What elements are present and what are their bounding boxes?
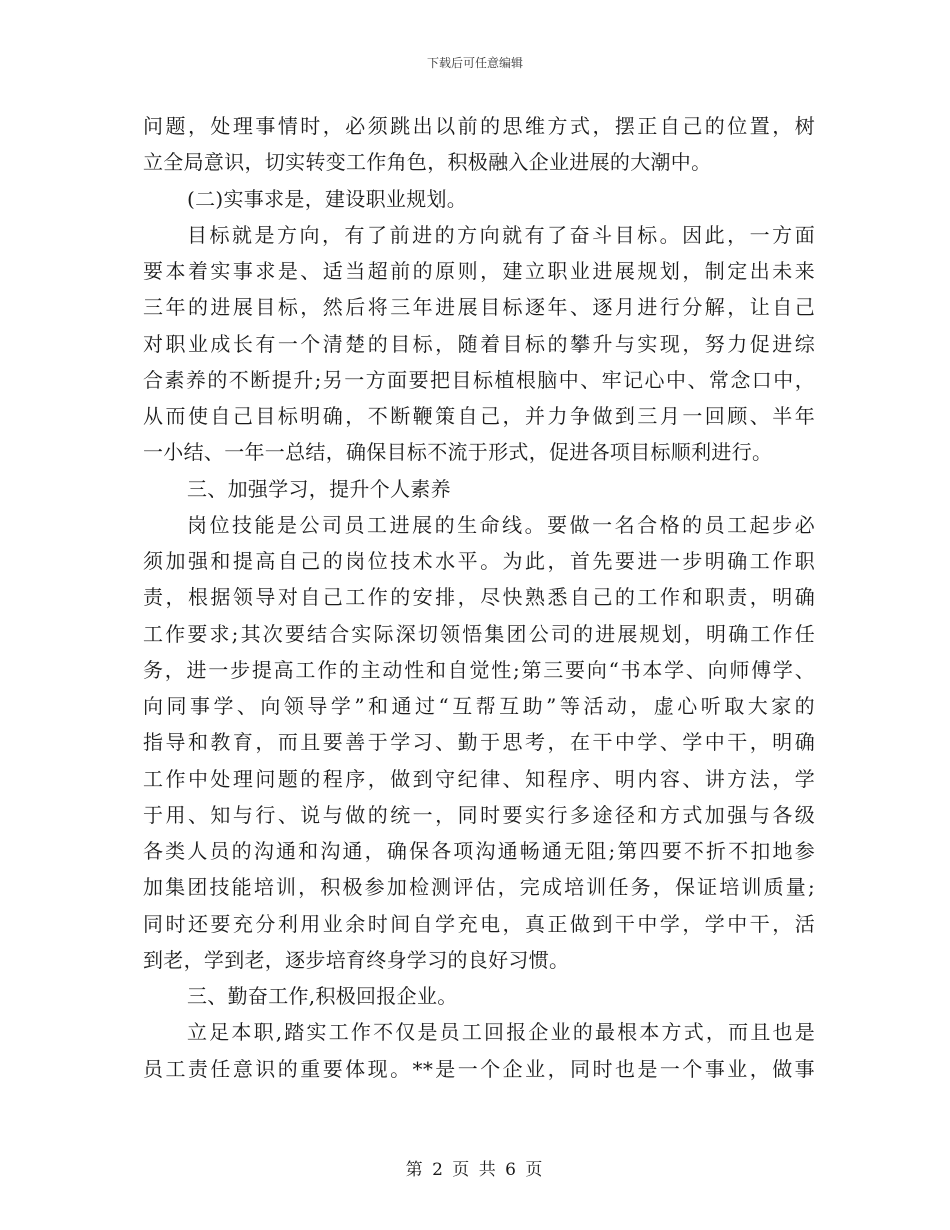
text-line: 员工责任意识的重要体现。**是一个企业，同时也是一个事业，做事	[143, 1056, 815, 1081]
section-heading: 三、加强学习，提升个人素养	[187, 476, 451, 501]
text-line: 工作中处理问题的程序，做到守纪律、知程序、明内容、讲方法，学	[143, 766, 815, 791]
text-line: 指导和教育，而且要善于学习、勤于思考，在干中学、学中干，明确	[143, 730, 815, 755]
text-line: 目标就是方向，有了前进的方向就有了奋斗目标。因此，一方面	[187, 222, 815, 247]
text-line: 三年的进展目标，然后将三年进展目标逐年、逐月进行分解，让自己	[143, 295, 815, 320]
text-line: 一小结、一年一总结，确保目标不流于形式，促进各项目标顺利进行。	[143, 440, 773, 465]
section-heading: (二)实事求是，建设职业规划。	[187, 186, 468, 211]
text-line: 各类人员的沟通和沟通，确保各项沟通畅通无阻;第四要不折不扣地参	[143, 839, 815, 863]
text-line: 同时还要充分利用业余时间自学充电，真正做到干中学，学中干，活	[143, 911, 815, 936]
document-body	[143, 108, 815, 1087]
text-line: 立全局意识，切实转变工作角色，积极融入企业进展的大潮中。	[143, 150, 712, 175]
page-number: 第 2 页 共 6 页	[405, 1160, 545, 1180]
section-heading: 三、勤奋工作,积极回报企业。	[187, 984, 458, 1008]
page-header: 下载后可任意编辑	[426, 56, 523, 70]
text-line: 从而使自己目标明确，不断鞭策自己，并力争做到三月一回顾、半年	[143, 404, 815, 428]
text-line: 立足本职,踏实工作不仅是员工回报企业的最根本方式，而且也是	[187, 1020, 815, 1045]
text-line: 于用、知与行、说与做的统一，同时要实行多途径和方式加强与各级	[143, 802, 815, 827]
text-line: 责，根据领导对自己工作的安排，尽快熟悉自己的工作和职责，明确	[143, 585, 815, 610]
text-line: 工作要求;其次要结合实际深切领悟集团公司的进展规划，明确工作任	[143, 621, 815, 646]
text-line: 务，进一步提高工作的主动性和自觉性;第三要向“书本学、向师傅学、	[143, 657, 815, 682]
text-line: 加集团技能培训，积极参加检测评估，完成培训任务，保证培训质量;	[143, 875, 815, 900]
text-line: 对职业成长有一个清楚的目标，随着目标的攀升与实现，努力促进综	[143, 331, 815, 356]
text-line: 向同事学、向领导学”和通过“互帮互助”等活动，虚心听取大家的	[143, 694, 815, 718]
text-line: 岗位技能是公司员工进展的生命线。要做一名合格的员工起步必	[187, 512, 815, 537]
text-line: 要本着实事求是、适当超前的原则，建立职业进展规划，制定出未来	[143, 259, 815, 283]
text-line: 问题，处理事情时，必须跳出以前的思维方式，摆正自己的位置，树	[143, 114, 815, 138]
text-line: 须加强和提高自己的岗位技术水平。为此，首先要进一步明确工作职	[143, 549, 815, 573]
text-line: 到老，学到老，逐步培育终身学习的良好习惯。	[143, 947, 570, 972]
text-line: 合素养的不断提升;另一方面要把目标植根脑中、牢记心中、常念口中，	[143, 367, 815, 392]
